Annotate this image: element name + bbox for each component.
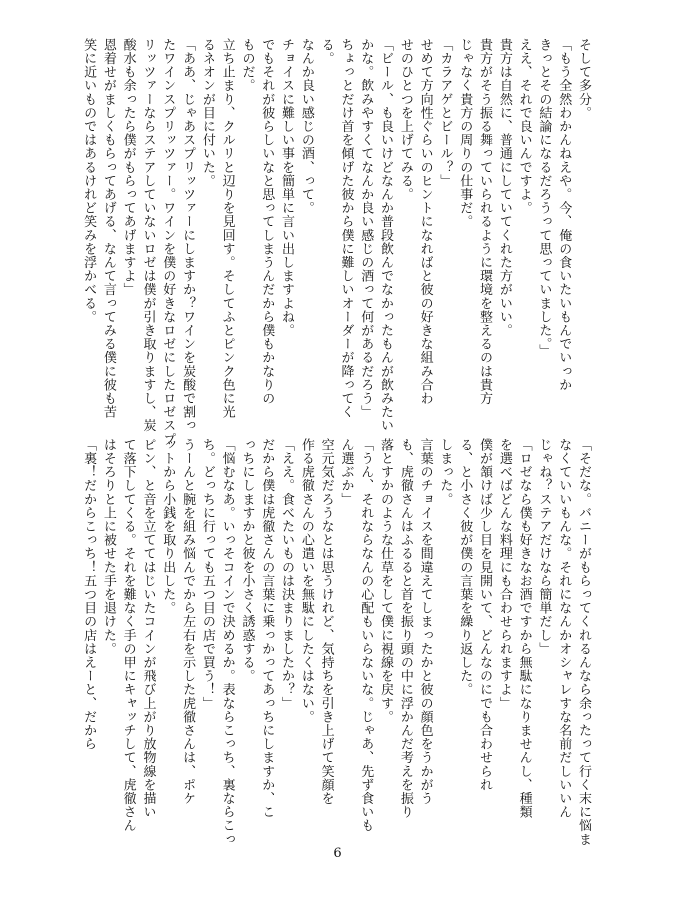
text-line: ち。どっちに行っても五つ目の店で買う！」 <box>199 438 215 710</box>
text-line: 空元気だろうなとは思うけれど、気持ちを引き上げて笑顔を <box>318 438 334 806</box>
text-line: 「ビール、も良いけどなんか普段飲んでなかったもんが飲みたい <box>378 38 394 433</box>
text-line: うーんと腕を組み悩んでから左右を示した虎徹さんは、ポケ <box>180 438 196 806</box>
text-line: 「ええ。食べたいものは決まりましたか？」 <box>279 438 295 710</box>
text-line: 「そだな。バニーがもらってくれるんなら余ったって行く末に悩ま <box>576 438 591 846</box>
text-line: て落下してくる。それを難なく手の甲にキャッチして、虎徹さん <box>120 438 136 833</box>
text-line: 酸水も余ったら僕がもらってあげますよ」 <box>120 38 136 297</box>
text-line: だから僕は虎徹さんの言葉に乗っかってあっちにしますか、こ <box>259 438 275 819</box>
text-line: 恩着せがましくもらってあげる、なんて言ってみる僕に彼も苦 <box>100 38 116 419</box>
text-line: 「ロゼなら僕も好きなお酒ですから無駄になりませんし、種類 <box>516 438 532 819</box>
text-line: チョイスに難しい事を簡単に言い出しますよね。 <box>279 38 295 338</box>
text-line: 落とすかのような仕草をして僕に視線を戻す。 <box>378 438 394 724</box>
text-line: 作る虎徹さんの心遣いを無駄にしたくはない。 <box>298 438 314 724</box>
text-line: せめて方向性ぐらいのヒントになればと彼の好きな組み合わ <box>417 38 433 406</box>
text-line: 「カラアゲとビール？」 <box>437 38 453 188</box>
text-line: っちにしますかと彼を小さく誘惑する。 <box>239 438 255 683</box>
text-line: 「うん、それならなんの心配もいらないな。じゃあ、先ず食いも <box>358 438 374 833</box>
text-line: 僕が頷けば少し目を見開いて、どんなのにでも合わせられ <box>477 438 493 792</box>
text-line: 「ああ、じゃあスプリッツァーにしますか？ワインを炭酸で割っ <box>180 38 196 433</box>
text-line: 「悩むなあ。いっそコインで決めるか。表ならこっち、裏ならこっ <box>219 438 235 846</box>
text-block-bottom <box>78 438 593 846</box>
text-line: リッツァーならステアしていないロゼは僕が引き取りますし、炭 <box>140 38 156 433</box>
text-line: でもそれが彼らしいなと思ってしまうんだから僕もかなりの <box>259 38 275 406</box>
text-line: きっとその結論になるだろうって思っていました。」 <box>536 38 552 358</box>
text-line: たワインスプリッツァー。ワインを僕の好きなロゼにしたロゼスプ <box>160 38 176 446</box>
text-block-top <box>78 38 593 446</box>
text-line: ん選ぶか」 <box>338 438 354 506</box>
text-line: 「もう全然わかんねえや。今、俺の食いたいもんでいっか <box>556 38 572 392</box>
text-line: しまった。 <box>437 438 453 506</box>
text-line: も、虎徹さんはふるると首を振り頭の中に浮かんだ考えを振り <box>397 438 413 819</box>
text-line: 笑に近いものではあるけれど笑みを浮かべる。 <box>81 38 97 324</box>
text-line: なんか良い感じの酒、って。 <box>298 38 314 215</box>
text-line: なくていいもんな。それになんかオシャレすな名前だしいいん <box>556 438 572 819</box>
text-line: ットから小銭を取り出した。 <box>160 438 176 615</box>
text-line: 「裏！だからこっち！五つ目の店はえーと、だから <box>81 438 97 751</box>
page-number: 6 <box>333 846 342 861</box>
text-line: 言葉のチョイスを間違えてしまったかと彼の顔色をうかがう <box>417 438 433 806</box>
text-line: 貴方がそう振る舞っていられるように環境を整えるのは貴方 <box>477 38 493 406</box>
text-line: じゃね？ステアだけなら簡単だし」 <box>536 438 552 656</box>
text-line: せのひとつを上げてみる。 <box>397 38 413 202</box>
text-line: かな。飲みやすくてなんか良い感じの酒って何があるだろう」 <box>358 38 374 419</box>
text-line: を選べばどんな料理にも合わせられますよ」 <box>496 438 512 710</box>
text-line: はそろりと上に被せた手を退けた。 <box>100 438 116 656</box>
text-line: る。 <box>318 38 334 66</box>
text-line: そして多分。 <box>576 38 591 120</box>
text-line: ピン、と音を立ててはじいたコインが飛び上がり放物線を描い <box>140 438 156 819</box>
text-line: 貴方は自然に、普通にしていてくれた方がいい。 <box>496 38 512 338</box>
text-line: ちょっとだけ首を傾げた彼から僕に難しいオーダーが降ってく <box>338 38 354 419</box>
text-line: 立ち止まり、クルリと辺りを見回す。そしてふとピンク色に光 <box>219 38 235 419</box>
text-line: る、と小さく彼が僕の言葉を繰り返した。 <box>457 438 473 697</box>
text-line: るネオンが目に付いた。 <box>199 38 215 188</box>
text-line: ええ、それで良いんですよ。 <box>516 38 532 215</box>
text-line: じゃなく貴方の周りの仕事だ。 <box>457 38 473 229</box>
text-line: ものだ。 <box>239 38 255 93</box>
